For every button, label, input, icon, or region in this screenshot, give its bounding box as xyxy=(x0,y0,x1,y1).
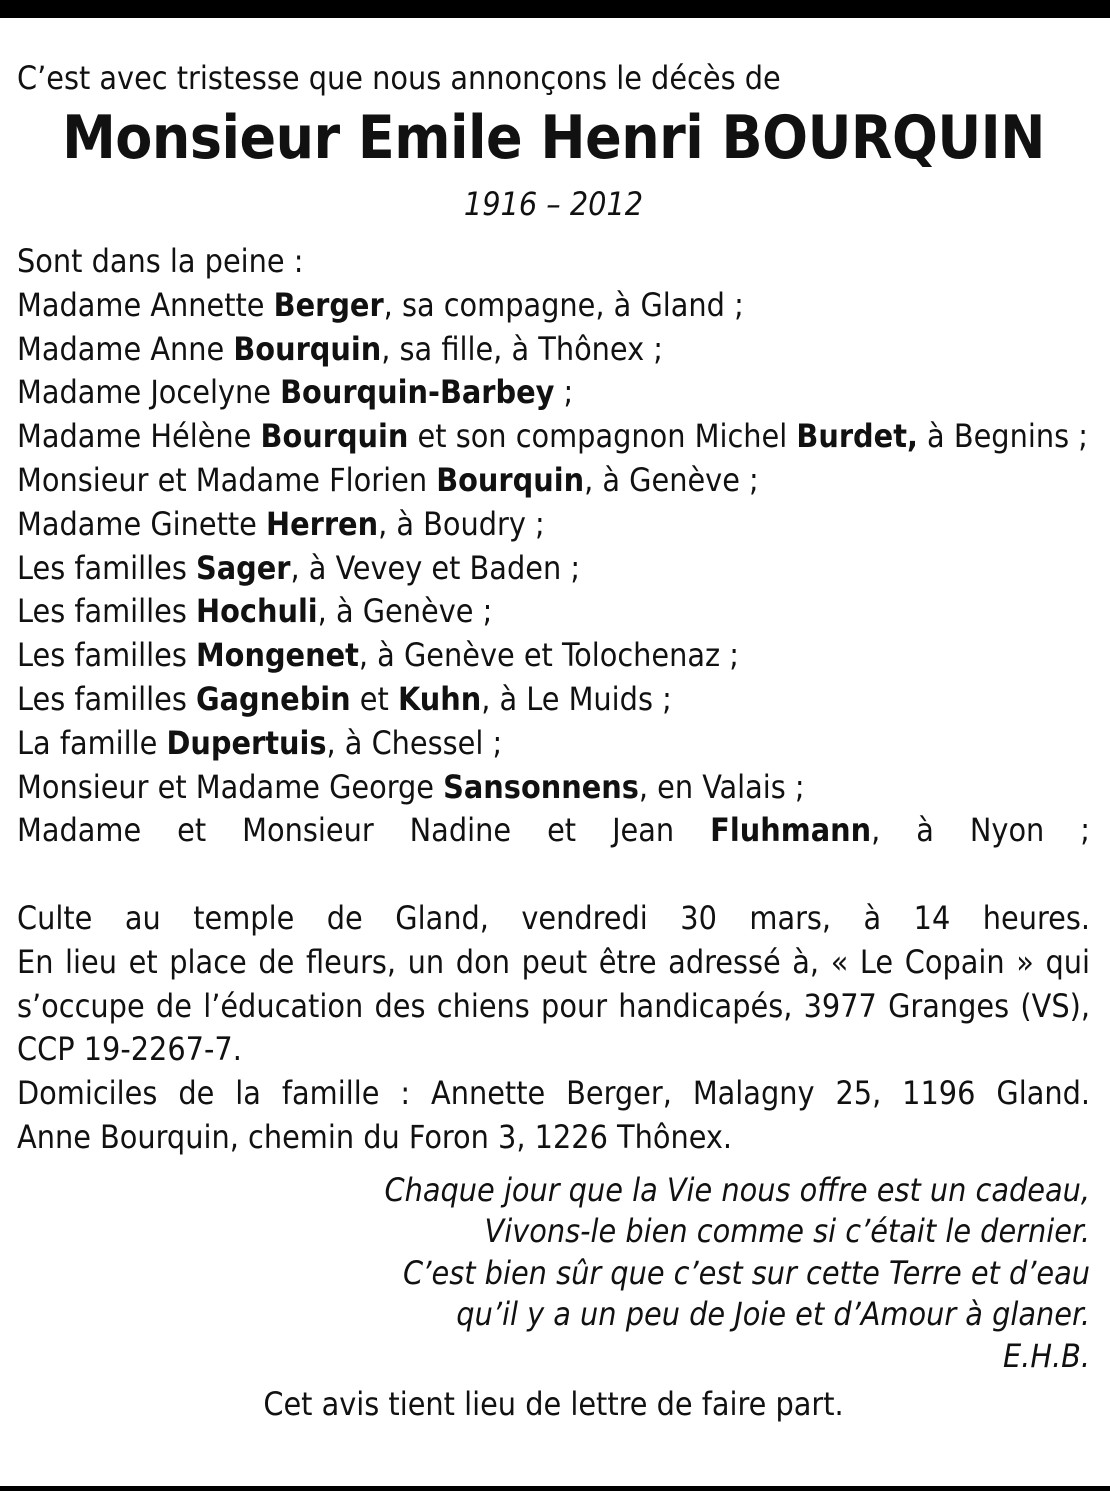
intro-line: C’est avec tristesse que nous annonçons le décès de xyxy=(17,59,781,97)
family-name: Burdet, xyxy=(796,417,918,456)
family-name: Herren xyxy=(266,504,379,543)
mourner-line: Les familles Gagnebin et Kuhn, à Le Muids ; xyxy=(17,679,672,718)
service-info: Culte au temple de Gland, vendredi 30 mars, à 14 heures. xyxy=(17,898,1090,937)
service-details xyxy=(17,897,1090,1160)
family-name: Berger xyxy=(273,285,384,324)
poem-signature: E.H.B. xyxy=(1002,1336,1090,1375)
poem-line: Vivons-le bien comme si c’était le dernier. xyxy=(484,1212,1090,1251)
mourner-line: Les familles Hochuli, à Genève ; xyxy=(17,592,493,631)
mourner-line: Les familles Sager, à Vevey et Baden ; xyxy=(17,548,581,587)
family-name: Hochuli xyxy=(196,592,318,631)
domiciles-line: Anne Bourquin, chemin du Foron 3, 1226 Thônex. xyxy=(17,1117,733,1156)
family-name: Mongenet xyxy=(196,636,359,675)
mourner-line: Madame et Monsieur Nadine et Jean Fluhmann, à Nyon ; xyxy=(17,811,1091,850)
family-name: Bourquin-Barbey xyxy=(280,373,555,412)
domiciles-line: Domiciles de la famille : Annette Berger, Malagny 25, 1196 Gland. xyxy=(17,1074,1090,1113)
family-name: Bourquin xyxy=(436,460,585,499)
life-dates: 1916 – 2012 xyxy=(463,185,644,223)
mourner-line: Madame Anne Bourquin, sa fille, à Thônex ; xyxy=(17,329,663,368)
mourner-line: Les familles Mongenet, à Genève et Tolochenaz ; xyxy=(17,636,739,675)
family-name: Fluhmann xyxy=(710,811,872,850)
family-name: Kuhn xyxy=(397,679,482,718)
family-name: Bourquin xyxy=(233,329,382,368)
donation-info: En lieu et place de fleurs, un don peut être adressé à, « Le Copain » qui s’occupe de l’éducation des chiens pour handicapés, 3977 Granges (VS), CCP 19-2267-7. xyxy=(17,942,1090,1069)
mourner-line: Monsieur et Madame George Sansonnens, en Valais ; xyxy=(17,767,805,806)
mourner-line: La famille Dupertuis, à Chessel ; xyxy=(17,723,503,762)
mourner-line: Madame Jocelyne Bourquin-Barbey ; xyxy=(17,373,574,412)
deceased-name: Monsieur Emile Henri BOURQUIN xyxy=(62,103,1045,173)
obituary-notice xyxy=(17,56,1090,1427)
mourner-line: Madame Ginette Herren, à Boudry ; xyxy=(17,504,545,543)
family-name: Gagnebin xyxy=(196,679,351,718)
mourners-list xyxy=(17,240,1090,853)
closing-note: Cet avis tient lieu de lettre de faire part. xyxy=(263,1385,844,1424)
family-name: Bourquin xyxy=(260,417,409,456)
poem xyxy=(17,1170,1090,1378)
mourner-line: Monsieur et Madame Florien Bourquin, à Genève ; xyxy=(17,460,759,499)
family-name: Dupertuis xyxy=(166,723,327,762)
mourners-heading: Sont dans la peine : xyxy=(17,242,304,280)
poem-line: C’est bien sûr que c’est sur cette Terre et d’eau xyxy=(402,1253,1090,1292)
bottom-rule xyxy=(0,1486,1110,1491)
poem-line: qu’il y a un peu de Joie et d’Amour à glaner. xyxy=(456,1295,1090,1334)
top-rule xyxy=(0,0,1110,18)
mourner-line: Madame Hélène Bourquin et son compagnon Michel Burdet, à Begnins ; xyxy=(17,417,1088,456)
poem-line: Chaque jour que la Vie nous offre est un cadeau, xyxy=(384,1170,1090,1209)
family-name: Sansonnens xyxy=(443,767,639,806)
family-name: Sager xyxy=(196,548,291,587)
mourner-line: Madame Annette Berger, sa compagne, à Gland ; xyxy=(17,285,744,324)
spacer xyxy=(17,853,1090,897)
